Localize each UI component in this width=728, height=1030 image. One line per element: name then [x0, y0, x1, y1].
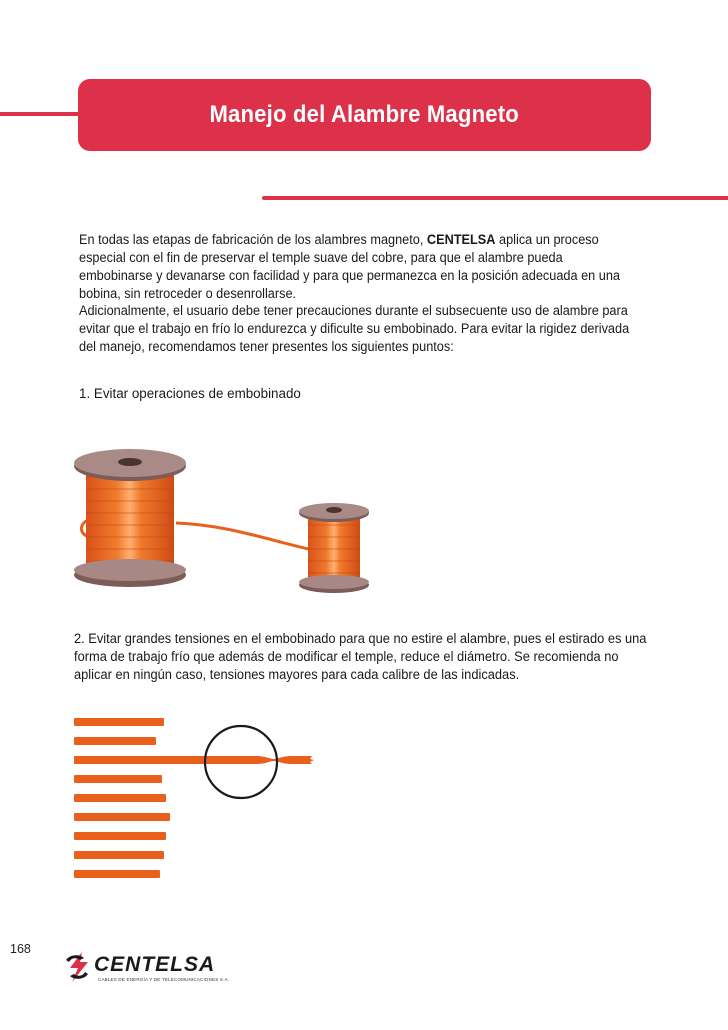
wire-line — [176, 523, 313, 550]
title-banner — [78, 79, 651, 151]
page-number: 168 — [10, 942, 31, 956]
centelsa-logo — [60, 950, 230, 984]
intro-text-end: aplica un proceso especial con el fin de preservar el temple suave del cobre, para que el alambre pueda embobinarse y devanarse con facilidad y para que permanezca en la posición adecuada en una bobina, sin retroceder o desenrollarse. — [79, 232, 621, 301]
wire-samples — [74, 718, 244, 878]
logo-mark-icon — [60, 950, 94, 984]
small-spool — [299, 503, 369, 593]
stretched-wire-illustration — [66, 710, 326, 895]
spool-rewinding-illustration — [68, 445, 388, 595]
header-rule-right — [262, 196, 728, 200]
header-rule-left — [0, 112, 80, 116]
point-1: 1. Evitar operaciones de embobinado — [79, 386, 301, 401]
point-2: 2. Evitar grandes tensiones en el embobinado para que no estire el alambre, pues el estirado es una forma de trabajo frío que además de modificar el temple, reduce el diámetro. Se recomienda no aplicar en ningún caso, tensiones mayores para cada calibre de las indicadas. — [74, 631, 647, 682]
intro-paragraph-1 — [79, 231, 640, 303]
large-spool — [74, 449, 186, 587]
intro-paragraph-2: Adicionalmente, el usuario debe tener precauciones durante el subsecuente uso de alambre para evitar que el trabajo en frío lo endurezca y dificulte su embobinado. Para evitar la rigidez derivada del manejo, recomendamos tener presentes los siguientes puntos: — [79, 303, 630, 354]
intro-text-start: En todas las etapas de fabricación de los alambres magneto, — [79, 232, 427, 247]
brand-name: CENTELSA — [426, 232, 496, 247]
logo-tagline: CABLES DE ENERGÍA Y DE TELECOMUNICACIONES S.A. — [98, 977, 230, 982]
logo-wordmark: CENTELSA — [94, 953, 216, 976]
page-title: Manejo del Alambre Magneto — [209, 101, 520, 128]
